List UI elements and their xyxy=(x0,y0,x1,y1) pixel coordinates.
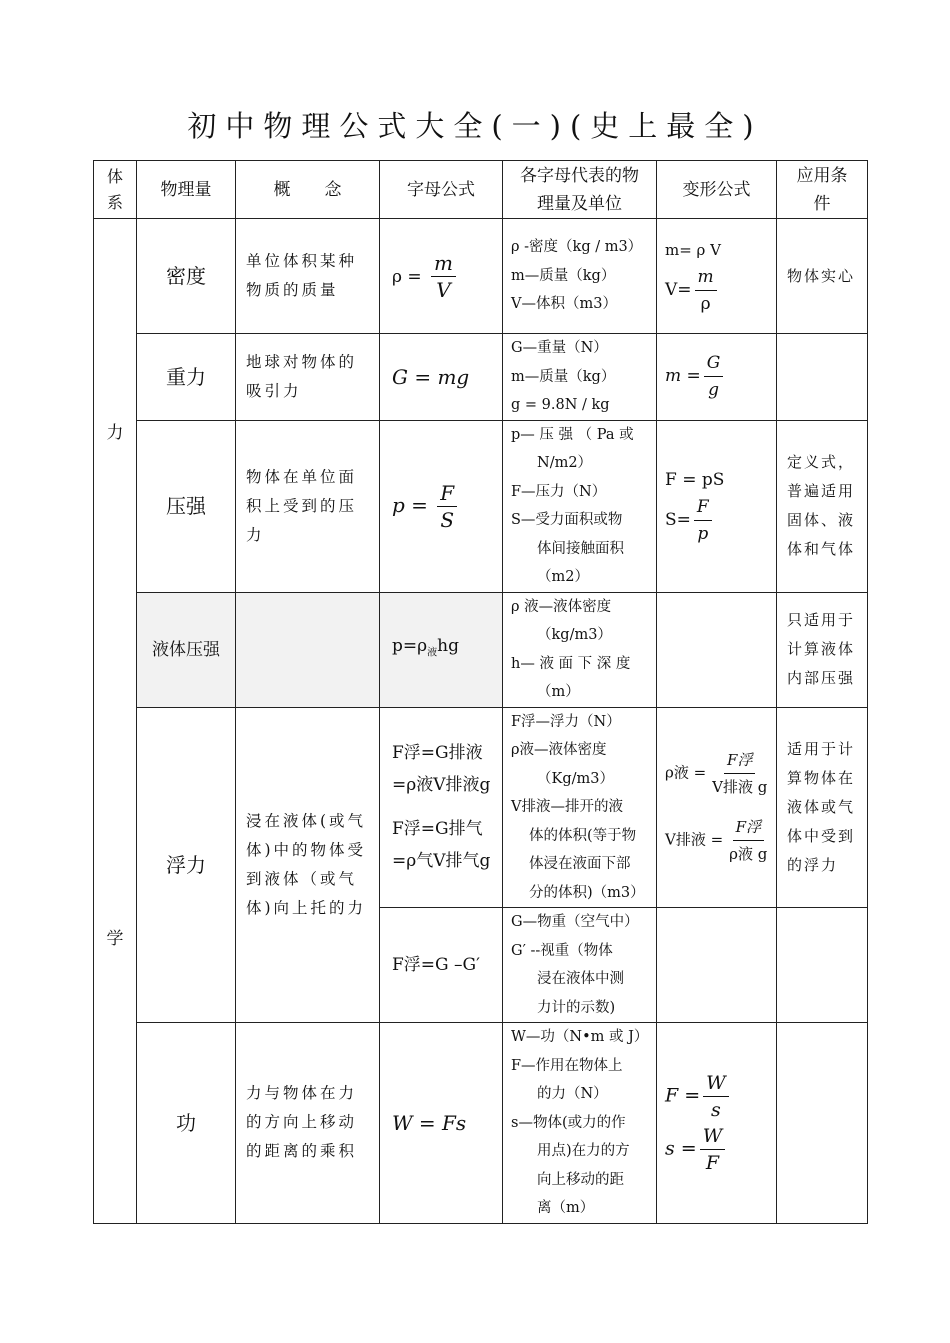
fraction: $\frac{m}{V}$ xyxy=(431,250,456,303)
header-concept: 概 念 xyxy=(236,161,380,219)
formula-cell: G = mg xyxy=(380,334,503,421)
concept-cell: 浸在液体(或气体)中的物体受到液体（或气体)向上托的力 xyxy=(236,707,380,1023)
meaning-cell: W—功（N•m 或 J） F—作用在物体上 的力（N） s—物体(或力的作 用点)在力的方 向上移动的距 离（m） xyxy=(503,1023,657,1224)
deform-cell: F = $\frac{W}{s}$ s = $\frac{W}{F}$ xyxy=(657,1023,777,1224)
condition-cell: 定义式，普遍适用固体、液体和气体 xyxy=(777,420,868,592)
formula-cell: ρ = $\frac{m}{V}$ xyxy=(380,219,503,334)
meaning-cell: F浮—浮力（N） ρ液—液体密度 （Kg/m3） V排液—排开的液 体的体积(等于物 体浸在液面下部 分的体积)（m3） xyxy=(503,707,657,908)
table-row xyxy=(94,334,868,421)
deform-cell xyxy=(657,592,777,707)
formula-cell: W = Fs xyxy=(380,1023,503,1224)
concept-cell xyxy=(236,592,380,707)
condition-cell xyxy=(777,908,868,1023)
meaning-cell: ρ -密度（kg / m3） m—质量（kg） V—体积（m3） xyxy=(503,219,657,334)
concept-cell: 地球对物体的吸引力 xyxy=(236,334,380,421)
condition-cell: 物体实心 xyxy=(777,219,868,334)
header-condition: 应用条件 xyxy=(777,161,868,219)
quantity-cell: 功 xyxy=(137,1023,236,1224)
table-row xyxy=(94,219,868,334)
meaning-cell: G—物重（空气中） G′ --视重（物体 浸在液体中测 力计的示数) xyxy=(503,908,657,1023)
concept-cell: 单位体积某种物质的质量 xyxy=(236,219,380,334)
condition-cell xyxy=(777,334,868,421)
condition-cell xyxy=(777,1023,868,1224)
table-row xyxy=(94,592,868,707)
table-row xyxy=(94,707,868,908)
system-label-2: 学 xyxy=(106,929,124,949)
concept-cell: 力与物体在力的方向上移动的距离的乘积 xyxy=(236,1023,380,1224)
deform-cell xyxy=(657,908,777,1023)
page-title: 初中物理公式大全(一)(史上最全) xyxy=(187,109,763,143)
table-row xyxy=(94,420,868,592)
header-deform: 变形公式 xyxy=(657,161,777,219)
condition-cell: 只适用于计算液体内部压强 xyxy=(777,592,868,707)
system-label-1: 力 xyxy=(106,423,124,443)
deform-cell: m = $\frac{G}{g}$ xyxy=(657,334,777,421)
quantity-cell: 密度 xyxy=(137,219,236,334)
header-system: 体系 xyxy=(94,161,137,219)
deform-cell: ρ液 = $\frac{\text{F浮}}{\text{V排液 g}}$ V排液 = $\frac{\text{F浮}}{\text{ρ液 g}}$ xyxy=(657,707,777,908)
deform-cell: F = pS S= $\frac{F}{p}$ xyxy=(657,420,777,592)
deform-cell: m= ρ V V= $\frac{m}{\rho}$ xyxy=(657,219,777,334)
condition-cell: 适用于计算物体在液体或气体中受到的浮力 xyxy=(777,707,868,908)
formula-cell: p = $\frac{F}{S}$ xyxy=(380,420,503,592)
header-formula: 字母公式 xyxy=(380,161,503,219)
formula-table xyxy=(93,160,868,1224)
system-cell xyxy=(94,219,137,1224)
formula-cell: F浮=G排液 =ρ液V排液g F浮=G排气 =ρ气V排气g xyxy=(380,707,503,908)
formula-cell: $p=\rho_液hg$ xyxy=(380,592,503,707)
table-row xyxy=(94,1023,868,1224)
quantity-cell: 液体压强 xyxy=(137,592,236,707)
formula-cell: F浮=G –G′ xyxy=(380,908,503,1023)
quantity-cell: 压强 xyxy=(137,420,236,592)
concept-cell: 物体在单位面积上受到的压力 xyxy=(236,420,380,592)
quantity-cell: 浮力 xyxy=(137,707,236,1023)
meaning-cell: G—重量（N） m—质量（kg） g = 9.8N / kg xyxy=(503,334,657,421)
meaning-cell: ρ 液—液体密度 （kg/m3） h— 液 面 下 深 度 （m） xyxy=(503,592,657,707)
header-meaning: 各字母代表的物理量及单位 xyxy=(503,161,657,219)
meaning-cell: p— 压 强 （ Pa 或 N/m2） F—压力（N） S—受力面积或物 体间接触面积 （m2） xyxy=(503,420,657,592)
header-quantity: 物理量 xyxy=(137,161,236,219)
header-row xyxy=(94,161,868,219)
quantity-cell: 重力 xyxy=(137,334,236,421)
